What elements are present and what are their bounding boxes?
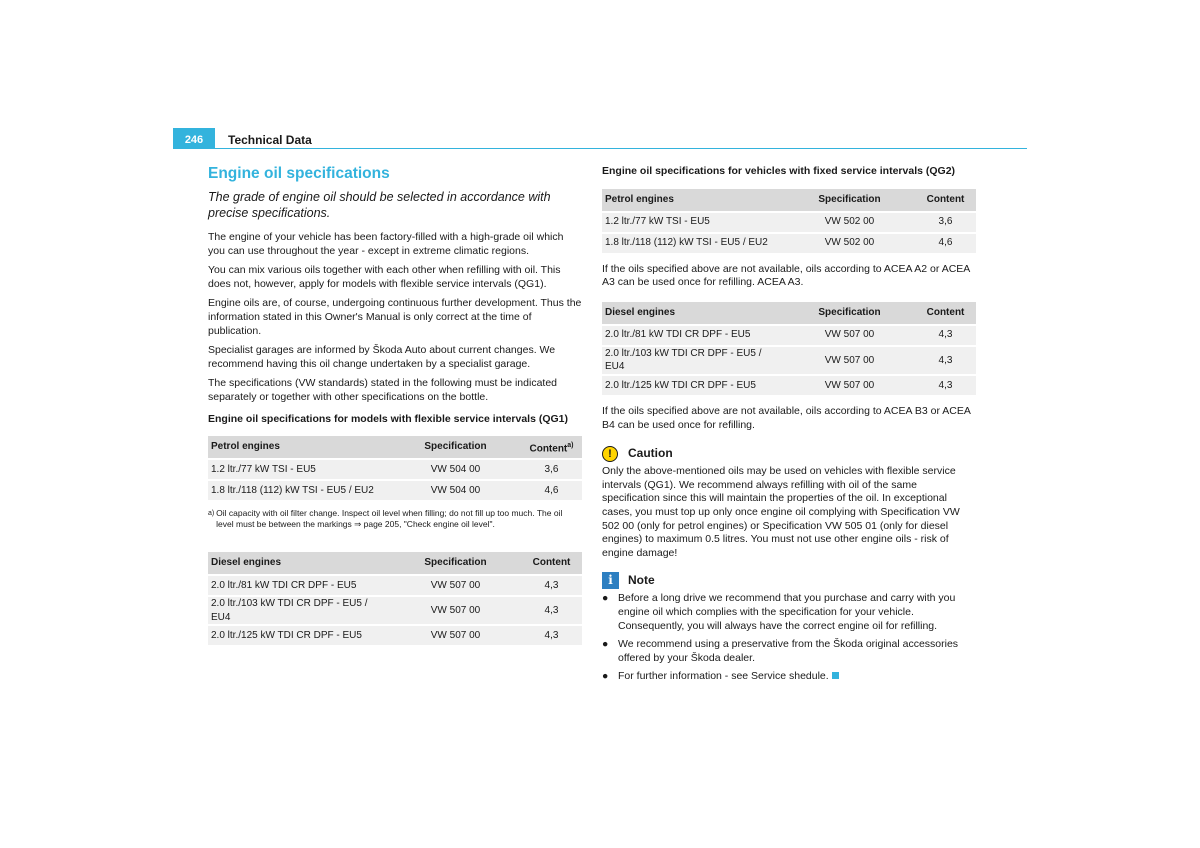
column-header: Content xyxy=(915,302,976,325)
column-header: Specification xyxy=(390,436,521,459)
table-row xyxy=(208,625,582,645)
footnote-mark: a) xyxy=(208,510,215,518)
paragraph: The engine of your vehicle has been factory-filled with a high-grade oil which you can use throughout the year - except in extreme climatic regions. xyxy=(208,231,564,257)
qg1-petrol-table xyxy=(208,436,582,500)
qg1-diesel-table xyxy=(208,552,582,645)
table-cell: 2.0 ltr./103 kW TDI CR DPF - EU5 / EU4 xyxy=(208,596,390,625)
column-header: Diesel engines xyxy=(602,302,784,325)
table-row xyxy=(208,459,582,480)
bullet-icon: ● xyxy=(602,638,609,651)
column-header: Content xyxy=(915,189,976,212)
flex-intervals-heading: Engine oil specifications for models with flexible service intervals (QG1) xyxy=(208,412,569,425)
table-cell: 1.8 ltr./118 (112) kW TSI - EU5 / EU2 xyxy=(602,233,784,253)
table-cell: 4,3 xyxy=(915,375,976,395)
column-header: Specification xyxy=(390,552,521,575)
paragraph: The specifications (VW standards) stated in the following must be indicated separately or together with other specifications on the bottle. xyxy=(208,377,558,403)
table-cell: VW 502 00 xyxy=(784,212,915,233)
table-cell: VW 507 00 xyxy=(784,346,915,375)
table-cell: 4,3 xyxy=(915,325,976,346)
table-cell: VW 507 00 xyxy=(390,625,521,645)
petrol-acea-note: If the oils specified above are not available, oils according to ACEA A2 or ACEA A3 can be used once for refilling. ACEA A3. xyxy=(602,262,970,289)
table-header-row xyxy=(602,189,976,212)
paragraph: Engine oils are, of course, undergoing continuous further development. Thus the information stated in this Owner's Manual is only correct at the time of publication. xyxy=(208,297,582,337)
qg2-diesel-table xyxy=(602,302,976,395)
table-cell: 2.0 ltr./125 kW TDI CR DPF - EU5 xyxy=(602,375,784,395)
right-column xyxy=(602,160,976,689)
note-bullet xyxy=(602,670,976,684)
table-row xyxy=(602,346,976,375)
info-icon: i xyxy=(602,572,619,589)
table-row xyxy=(208,480,582,500)
qg2-petrol-table xyxy=(602,189,976,253)
table-cell: 2.0 ltr./103 kW TDI CR DPF - EU5 / EU4 xyxy=(602,346,784,375)
table-cell: 4,6 xyxy=(915,233,976,253)
table-row xyxy=(208,575,582,596)
table-header-row xyxy=(602,302,976,325)
lead-text: The grade of engine oil should be selected in accordance with precise specifications. xyxy=(208,190,551,220)
column-header: Diesel engines xyxy=(208,552,390,575)
column-header: Petrol engines xyxy=(208,436,390,459)
page-number: 246 xyxy=(173,128,215,149)
fixed-intervals-heading: Engine oil specifications for vehicles with fixed service intervals (QG2) xyxy=(602,165,956,177)
note-title: Note xyxy=(628,573,655,588)
section-title: Engine oil specifications xyxy=(208,165,390,182)
table-cell: VW 507 00 xyxy=(784,325,915,346)
column-header-text: Content xyxy=(529,442,568,454)
note-bullet-text: We recommend using a preservative from the Škoda original accessories offered by your Škoda dealer. xyxy=(618,638,959,664)
header-rule xyxy=(173,148,1027,149)
column-header: Petrol engines xyxy=(602,189,784,212)
table-cell: 4,3 xyxy=(521,625,582,645)
table-cell: 2.0 ltr./125 kW TDI CR DPF - EU5 xyxy=(208,625,390,645)
column-header: Specification xyxy=(784,189,915,212)
table-row xyxy=(208,596,582,625)
caution-text: Only the above-mentioned oils may be used on vehicles with flexible service intervals (QG1). We recommend always refilling with oil of the same specification since this will maintain the properties of the oil. In exceptional cases, you must top up only once engine oil complying with Specification VW 502 00 (only for petrol engines) or Specification VW 505 01 (only for diesel engines) to maximum 0.5 litres. You must not use other engine oils - risk of engine damage! xyxy=(602,465,960,559)
table-cell: 2.0 ltr./81 kW TDI CR DPF - EU5 xyxy=(208,575,390,596)
end-of-section-icon xyxy=(832,672,839,679)
table-header-row xyxy=(208,552,582,575)
note-bullet xyxy=(602,638,976,665)
table-cell: 4,6 xyxy=(521,480,582,500)
footnote-text: Oil capacity with oil filter change. Inspect oil level when filling; do not fill up too much. The oil level must be between the markings ⇒ page 205, "Check engine oil level". xyxy=(216,508,563,530)
table-cell: VW 507 00 xyxy=(784,375,915,395)
caution-icon: ! xyxy=(602,446,618,462)
column-header xyxy=(521,436,582,459)
table-row xyxy=(602,233,976,253)
paragraph: You can mix various oils together with each other when refilling with oil. This does not, however, apply for models with flexible service intervals (QG1). xyxy=(208,264,561,290)
column-header: Content xyxy=(521,552,582,575)
caution-title: Caution xyxy=(628,446,673,461)
column-header: Specification xyxy=(784,302,915,325)
footnote-ref: a) xyxy=(567,441,574,449)
table-cell: 4,3 xyxy=(915,346,976,375)
table-header-row xyxy=(208,436,582,459)
table-cell: VW 507 00 xyxy=(390,596,521,625)
table-cell: 1.2 ltr./77 kW TSI - EU5 xyxy=(602,212,784,233)
table-row xyxy=(602,375,976,395)
table-row xyxy=(602,212,976,233)
table-cell: 3,6 xyxy=(521,459,582,480)
bullet-icon: ● xyxy=(602,670,609,683)
diesel-acea-note: If the oils specified above are not available, oils according to ACEA B3 or ACEA B4 can be used once for refilling. xyxy=(602,404,971,431)
footnote xyxy=(208,508,582,530)
table-cell: VW 507 00 xyxy=(390,575,521,596)
note-bullet-text: Before a long drive we recommend that you purchase and carry with you engine oil which complies with the specification for your vehicle. Consequently, you will always have the correct engine oil for refilling. xyxy=(618,592,956,632)
table-cell: 1.8 ltr./118 (112) kW TSI - EU5 / EU2 xyxy=(208,480,390,500)
note-bullet-text-inner: For further information - see Service shedule. xyxy=(618,670,829,683)
table-cell: 1.2 ltr./77 kW TSI - EU5 xyxy=(208,459,390,480)
note-bullet xyxy=(602,592,976,633)
table-cell: 4,3 xyxy=(521,575,582,596)
table-cell: VW 504 00 xyxy=(390,459,521,480)
caution-heading xyxy=(602,446,976,462)
chapter-title: Technical Data xyxy=(228,133,312,147)
note-bullet-text xyxy=(618,670,839,684)
table-cell: 2.0 ltr./81 kW TDI CR DPF - EU5 xyxy=(602,325,784,346)
table-cell: 3,6 xyxy=(915,212,976,233)
table-row xyxy=(602,325,976,346)
table-cell: VW 504 00 xyxy=(390,480,521,500)
table-cell: 4,3 xyxy=(521,596,582,625)
page-header xyxy=(173,128,1027,150)
bullet-icon: ● xyxy=(602,592,609,605)
paragraph: Specialist garages are informed by Škoda Auto about current changes. We recommend having this oil change undertaken by a specialist garage. xyxy=(208,344,556,370)
left-column xyxy=(208,160,582,645)
note-heading xyxy=(602,572,976,589)
table-cell: VW 502 00 xyxy=(784,233,915,253)
